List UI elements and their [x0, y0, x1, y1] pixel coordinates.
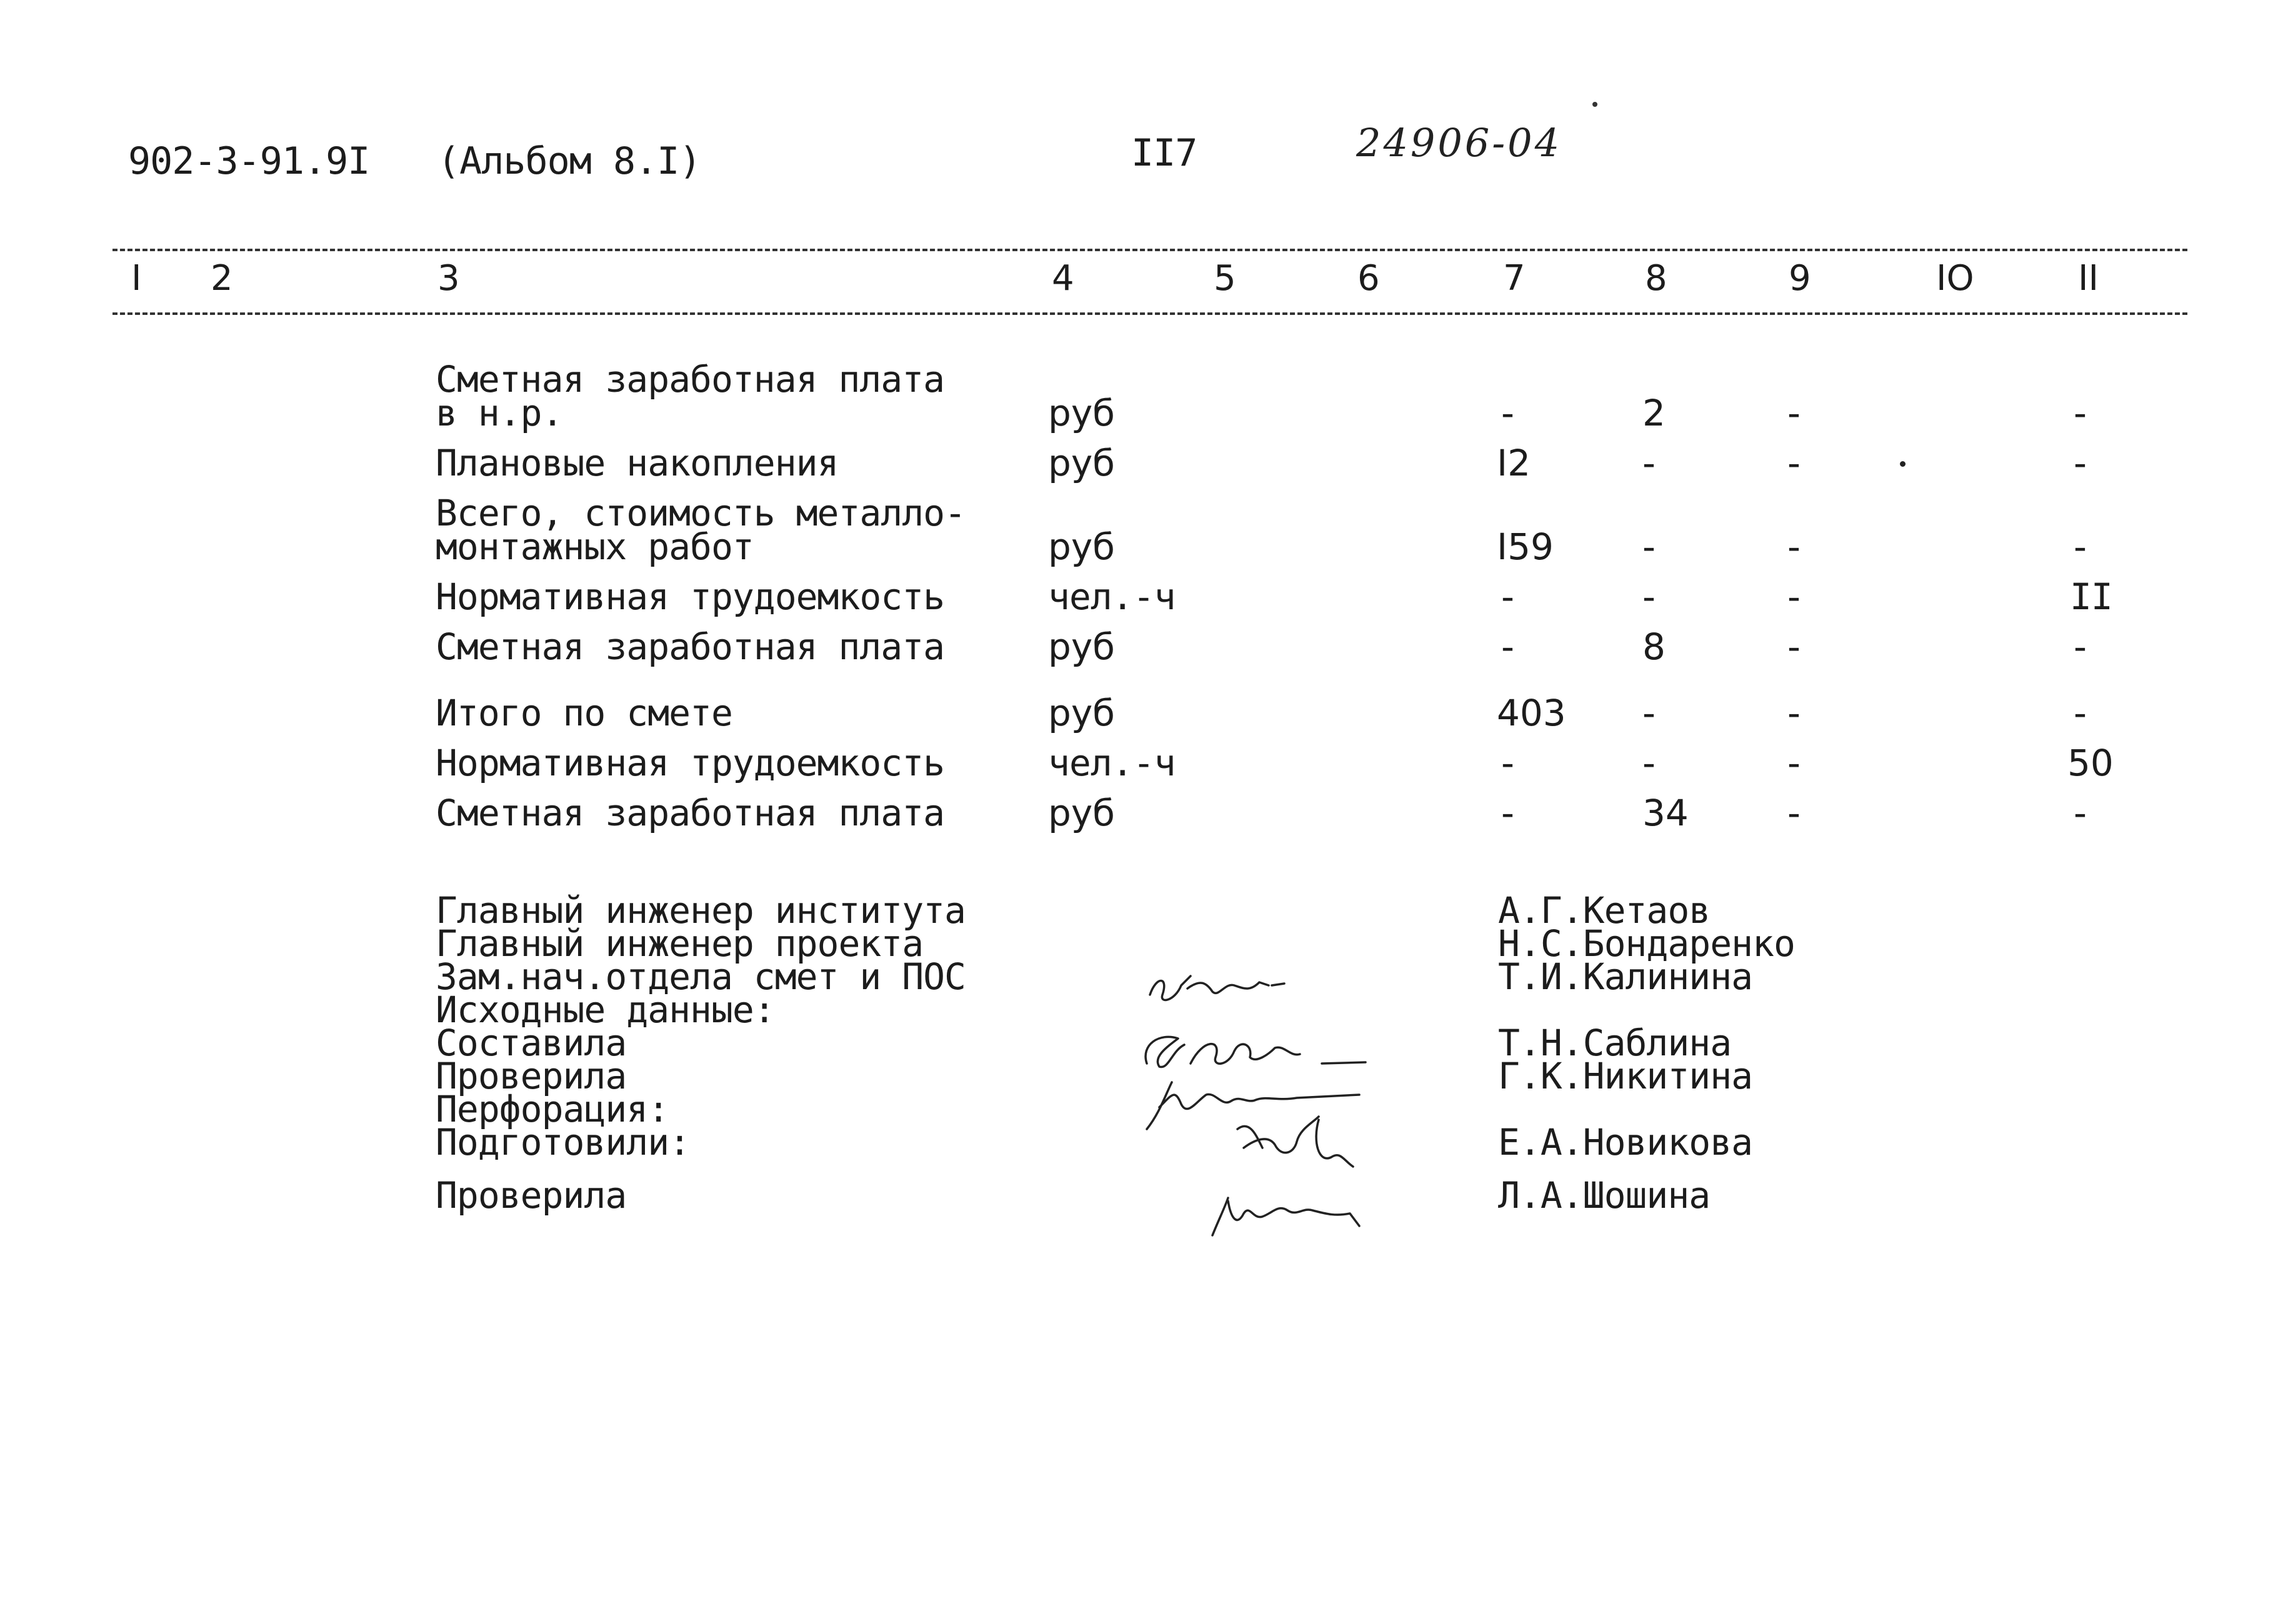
row-value-col9: - — [1787, 792, 1801, 834]
signature-role: Главный инженер института — [436, 889, 966, 932]
handwritten-signature — [1203, 1162, 1378, 1255]
row-name: Всего, стоимость металло- — [436, 492, 966, 534]
column-number: IO — [1936, 258, 1974, 299]
row-value-col11: 50 — [2067, 742, 2114, 784]
column-number: 9 — [1789, 258, 1811, 299]
header-rule-bottom — [112, 312, 2187, 315]
row-value-col7: - — [1501, 392, 1514, 434]
row-value-col7: I2 — [1497, 442, 1531, 484]
row-value-col8: - — [1642, 442, 1656, 484]
page-number: II7 — [1131, 131, 1197, 175]
row-name: Плановые накопления — [436, 442, 839, 484]
row-name: Сметная заработная плата — [436, 792, 945, 834]
column-number: II — [2078, 258, 2099, 299]
row-value-col7: - — [1501, 625, 1514, 668]
column-number: 3 — [437, 258, 460, 299]
signatory-name: А.Г.Кетаов — [1498, 889, 1711, 932]
signatory-name: Т.Н.Саблина — [1498, 1022, 1732, 1064]
row-value-col9: - — [1787, 575, 1801, 618]
row-value-col11: - — [2074, 625, 2087, 668]
row-unit: руб — [1048, 692, 1115, 734]
row-value-col11: - — [2074, 392, 2087, 434]
row-name: монтажных работ — [436, 526, 754, 568]
row-value-col7: - — [1501, 792, 1514, 834]
row-value-col7: I59 — [1497, 526, 1554, 568]
row-value-col9: - — [1787, 742, 1801, 784]
row-value-col8: 34 — [1642, 792, 1689, 834]
row-name: в н.р. — [436, 392, 563, 434]
row-name: Нормативная трудоемкость — [436, 575, 945, 618]
row-value-col9: - — [1787, 692, 1801, 734]
signature-role: Проверила — [436, 1174, 627, 1217]
row-unit: руб — [1048, 392, 1115, 434]
row-value-col8: - — [1642, 742, 1656, 784]
header-rule-top — [112, 249, 2187, 251]
row-value-col11: - — [2074, 792, 2087, 834]
row-value-col9: - — [1787, 625, 1801, 668]
album-label: (Альбом 8.I) — [437, 139, 701, 183]
row-value-col11: - — [2074, 692, 2087, 734]
signature-role: Зам.нач.отдела смет и ПОС — [436, 955, 966, 998]
row-unit: руб — [1048, 792, 1115, 834]
row-value-col9: - — [1787, 442, 1801, 484]
row-value-col7: - — [1501, 575, 1514, 618]
row-value-col11: - — [2074, 526, 2087, 568]
row-value-col8: 2 — [1642, 392, 1666, 434]
row-value-col11: - — [2074, 442, 2087, 484]
column-number: 7 — [1503, 258, 1526, 299]
row-value-col8: - — [1642, 526, 1656, 568]
signature-role: Главный инженер проекта — [436, 922, 924, 965]
row-value-col7: 403 — [1497, 692, 1566, 734]
ink-speck — [1900, 461, 1906, 467]
signature-role: Составила — [436, 1022, 627, 1064]
row-value-col11: II — [2070, 575, 2112, 618]
column-number: 6 — [1357, 258, 1380, 299]
signatory-name: Н.С.Бондаренко — [1498, 922, 1795, 965]
signatory-name: Г.К.Никитина — [1498, 1055, 1753, 1097]
row-value-col9: - — [1787, 526, 1801, 568]
handwritten-reference: 24906-04 — [1356, 120, 1562, 166]
row-value-col9: - — [1787, 392, 1801, 434]
row-name: Итого по смете — [436, 692, 732, 734]
row-unit: руб — [1048, 625, 1115, 668]
signatory-name: Т.И.Калинина — [1498, 955, 1753, 998]
column-number: 8 — [1645, 258, 1667, 299]
row-unit: руб — [1048, 442, 1115, 484]
signature-role: Подготовили: — [436, 1121, 691, 1163]
row-value-col8: - — [1642, 692, 1656, 734]
row-name: Сметная заработная плата — [436, 625, 945, 668]
row-name: Сметная заработная плата — [436, 358, 945, 401]
row-value-col8: 8 — [1642, 625, 1666, 668]
signature-role: Проверила — [436, 1055, 627, 1097]
row-unit: руб — [1048, 526, 1115, 568]
row-value-col7: - — [1501, 742, 1514, 784]
row-unit: чел.-ч — [1048, 575, 1176, 618]
row-value-col8: - — [1642, 575, 1656, 618]
stray-dot — [1592, 102, 1597, 107]
row-name: Нормативная трудоемкость — [436, 742, 945, 784]
signatory-name: Е.А.Новикова — [1498, 1121, 1753, 1163]
signature-role: Перфорация: — [436, 1088, 669, 1130]
document-code: 902-3-91.9I — [128, 139, 370, 183]
column-number: 5 — [1214, 258, 1236, 299]
column-number: 2 — [211, 258, 233, 299]
row-unit: чел.-ч — [1048, 742, 1176, 784]
signature-role: Исходные данные: — [436, 989, 775, 1031]
signatory-name: Л.А.Шошина — [1498, 1174, 1711, 1217]
column-number: I — [131, 258, 142, 299]
column-number: 4 — [1052, 258, 1074, 299]
